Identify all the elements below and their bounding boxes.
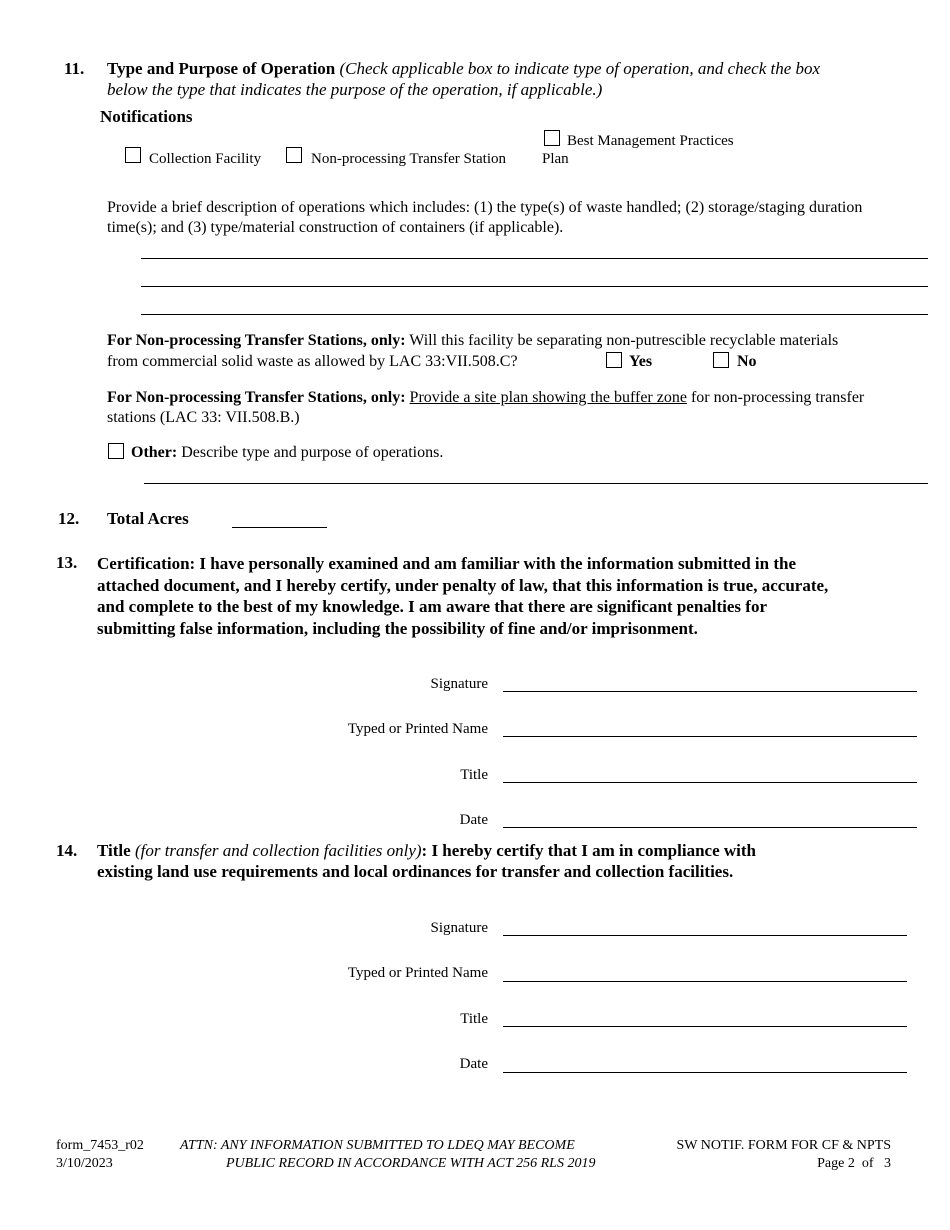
total-acres-label: Total Acres: [107, 509, 189, 528]
s13-signature-label: Signature: [430, 676, 488, 692]
notifications-label: Notifications: [100, 107, 193, 126]
other-label-text: Describe type and purpose of operations.: [181, 444, 444, 461]
s14-date-field[interactable]: [503, 1072, 907, 1073]
section-11-number: 11.: [64, 59, 85, 78]
description-instruction: Provide a brief description of operations which includes: (1) the type(s) of waste handled; (2) storage/staging duration: [107, 199, 863, 216]
certification-13-line-3: and complete to the best of my knowledge. I am aware that there are significant penalties for: [97, 597, 768, 616]
certification-14-scope: (for transfer and collection facilities only): [134, 841, 422, 860]
s13-name-field[interactable]: [503, 736, 917, 737]
s13-name-label: Typed or Printed Name: [347, 721, 488, 737]
s14-name-label: Typed or Printed Name: [347, 965, 488, 981]
s13-signature-field[interactable]: [503, 691, 917, 692]
section-11-instructions: (Check applicable box to indicate type of operation, and check the box: [339, 59, 821, 78]
s13-date-field[interactable]: [503, 827, 917, 828]
s13-title-field[interactable]: [503, 782, 917, 783]
s13-date-label: Date: [459, 812, 488, 828]
nonprocessing-transfer-label: Non-processing Transfer Station: [311, 151, 506, 167]
certification-14-line-1: [97, 840, 756, 862]
s14-name-field[interactable]: [503, 981, 907, 982]
description-instruction-cont: time(s); and (3) type/material construction of containers (if applicable).: [107, 219, 564, 236]
site-plan-instruction-cont: stations (LAC 33: VII.508.B.): [107, 409, 300, 426]
recyclables-yes-checkbox[interactable]: [606, 352, 622, 368]
description-line-3[interactable]: [141, 314, 928, 315]
recyclables-question-lead: For Non-processing Transfer Stations, only:: [107, 332, 406, 349]
bmp-plan-checkbox[interactable]: [544, 130, 560, 146]
site-plan-instruction-text: for non-processing transfer: [690, 389, 865, 406]
description-line-2[interactable]: [141, 286, 928, 287]
section-11-title: Type and Purpose of Operation: [107, 59, 336, 78]
certification-14-text: : I hereby certify that I am in compliance with: [421, 841, 756, 860]
site-plan-instruction-lead: For Non-processing Transfer Stations, only:: [107, 389, 406, 406]
section-13-number: 13.: [56, 553, 78, 572]
s14-signature-label: Signature: [430, 920, 488, 936]
certification-13-line-4: submitting false information, including the possibility of fine and/or imprisonment.: [97, 619, 698, 638]
s14-title-field[interactable]: [503, 1026, 907, 1027]
s14-date-label: Date: [459, 1056, 488, 1072]
section-11-instructions-cont: below the type that indicates the purpose of the operation, if applicable.): [107, 80, 603, 99]
recyclables-question-cont: from commercial solid waste as allowed by LAC 33:VII.508.C?: [107, 353, 518, 370]
recyclables-yes-label: Yes: [629, 353, 653, 370]
certification-14-title: Title: [97, 841, 131, 860]
recyclables-no-checkbox[interactable]: [713, 352, 729, 368]
s14-signature-field[interactable]: [503, 935, 907, 936]
collection-facility-checkbox[interactable]: [125, 147, 141, 163]
certification-14-line-2: existing land use requirements and local ordinances for transfer and collection facilities.: [97, 862, 734, 881]
section-11-heading: [107, 58, 820, 80]
other-description-line[interactable]: [144, 483, 928, 484]
recyclables-question: [107, 330, 838, 351]
other-label-lead: Other:: [131, 444, 178, 461]
site-plan-instruction: [107, 387, 864, 408]
other-checkbox[interactable]: [108, 443, 124, 459]
nonprocessing-transfer-checkbox[interactable]: [286, 147, 302, 163]
certification-13-line-2: attached document, and I hereby certify, under penalty of law, that this information is true, accurate,: [97, 576, 829, 595]
footer-page-number: Page 2 of 3: [817, 1156, 891, 1171]
footer-attn-line-2: PUBLIC RECORD IN ACCORDANCE WITH ACT 256 RLS 2019: [226, 1156, 596, 1171]
certification-13-line-1: Certification: I have personally examined and am familiar with the information submitted in the: [97, 554, 797, 573]
recyclables-no-label: No: [737, 353, 757, 370]
recyclables-question-text: Will this facility be separating non-putrescible recyclable materials: [409, 332, 839, 349]
footer-form-id: form_7453_r02: [56, 1138, 144, 1153]
footer-date: 3/10/2023: [56, 1156, 113, 1171]
other-label: [131, 442, 443, 463]
s14-title-label: Title: [460, 1011, 488, 1027]
total-acres-field[interactable]: [232, 527, 327, 528]
section-14-number: 14.: [56, 841, 78, 860]
site-plan-link-text: Provide a site plan showing the buffer zone: [409, 389, 687, 406]
footer-attn-line-1: ATTN: ANY INFORMATION SUBMITTED TO LDEQ MAY BECOME: [180, 1138, 575, 1153]
section-12-number: 12.: [58, 509, 80, 528]
bmp-plan-label-cont: Plan: [542, 151, 569, 167]
description-line-1[interactable]: [141, 258, 928, 259]
collection-facility-label: Collection Facility: [149, 151, 262, 167]
footer-form-name: SW NOTIF. FORM FOR CF & NPTS: [676, 1138, 891, 1153]
bmp-plan-label: Best Management Practices: [567, 133, 734, 149]
s13-title-label: Title: [460, 767, 488, 783]
